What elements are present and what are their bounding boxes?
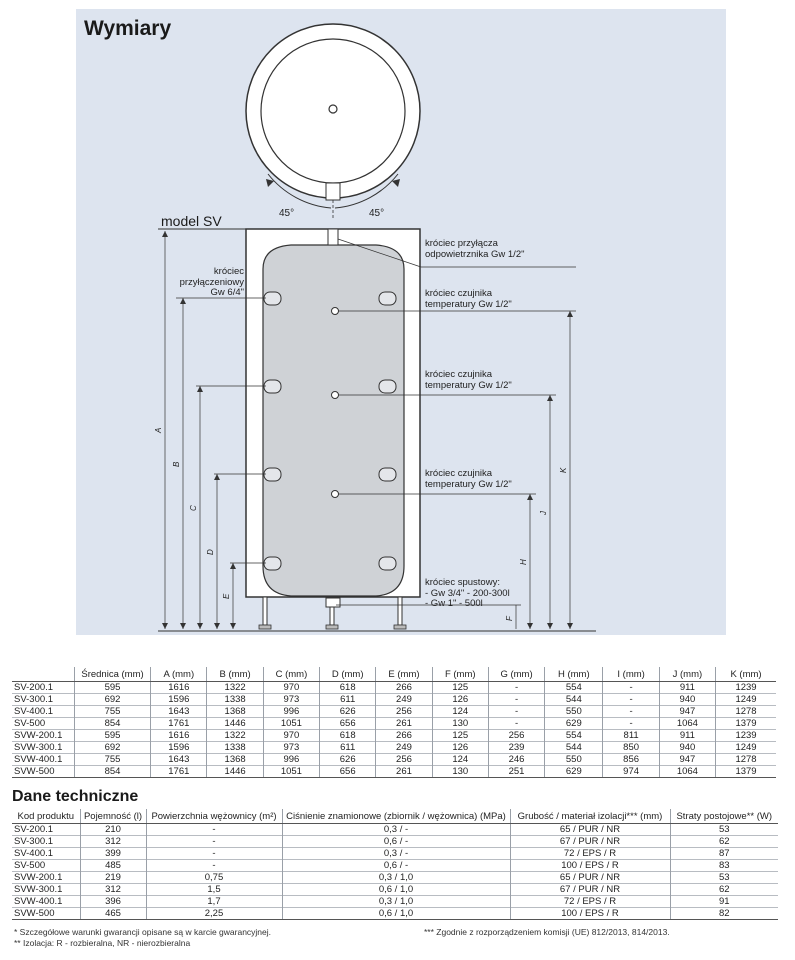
table-cell: 100 / EPS / R [510, 908, 670, 920]
table-cell: 755 [74, 706, 150, 718]
table-cell: 1064 [659, 766, 715, 778]
table-cell: 130 [432, 718, 488, 730]
table-cell: 1761 [151, 718, 207, 730]
table-cell: 1322 [207, 730, 263, 742]
table-cell: 850 [603, 742, 659, 754]
footnote-insulation: ** Izolacja: R - rozbieralna, NR - nierozbieralna [14, 938, 191, 948]
table-cell: 544 [545, 742, 603, 754]
table-cell: 1278 [716, 706, 776, 718]
table-cell: 65 / PUR / NR [510, 872, 670, 884]
top-drain-port [326, 183, 340, 200]
footnote-regulation: *** Zgodnie z rozporządzeniem komisji (UE) 812/2013, 814/2013. [424, 927, 670, 937]
table-cell: 629 [545, 766, 603, 778]
table-cell: 124 [432, 754, 488, 766]
table-cell: 1278 [716, 754, 776, 766]
footnote-warranty: * Szczegółowe warunki gwarancji opisane są w karcie gwarancyjnej. [14, 927, 272, 937]
table-cell: - [488, 694, 544, 706]
table-cell: 1051 [263, 718, 319, 730]
table-row [12, 848, 778, 860]
table-cell: 130 [432, 766, 488, 778]
table-cell: 996 [263, 706, 319, 718]
dim-letter-d: D [206, 549, 215, 555]
table-cell: 249 [376, 742, 432, 754]
table-cell: 618 [320, 730, 376, 742]
table-row [12, 742, 776, 754]
table-cell: SV-400.1 [12, 848, 80, 860]
table-cell: SV-200.1 [12, 682, 74, 694]
table-cell: 0,3 / - [282, 848, 510, 860]
dim-letter-a: A [154, 427, 163, 433]
table-row [12, 718, 776, 730]
table-cell: 911 [659, 682, 715, 694]
table-row [12, 754, 776, 766]
drain-port-label: króciec spustowy: - Gw 3/4" - 200-300l - Gw 1" - 500l [425, 577, 510, 609]
table-cell: 261 [376, 718, 432, 730]
table-cell: 1,7 [146, 896, 282, 908]
table-cell: 62 [670, 884, 778, 896]
table-cell: 1616 [151, 682, 207, 694]
table-cell: 1596 [151, 742, 207, 754]
table-cell: - [603, 706, 659, 718]
table-row [12, 872, 778, 884]
table-cell: 312 [80, 836, 146, 848]
table-cell: 91 [670, 896, 778, 908]
vent-port-label: króciec przyłącza odpowietrznika Gw 1/2" [425, 238, 525, 260]
table-cell: 854 [74, 766, 150, 778]
table-cell: 1761 [151, 766, 207, 778]
table-cell: 1051 [263, 766, 319, 778]
sensor-port-label-3: króciec czujnika temperatury Gw 1/2" [425, 468, 512, 490]
table-cell: 550 [545, 706, 603, 718]
table-cell: 249 [376, 694, 432, 706]
table-cell: SVW-300.1 [12, 742, 74, 754]
diagram-title: Wymiary [84, 17, 172, 40]
dimension-diagram [76, 9, 726, 635]
dim-letter-h: H [519, 559, 528, 565]
table-cell: 595 [74, 682, 150, 694]
table-cell: 465 [80, 908, 146, 920]
table-row [12, 682, 776, 694]
dim-letter-f: F [505, 616, 514, 621]
table-cell: 656 [320, 718, 376, 730]
table-cell: 0,6 / 1,0 [282, 908, 510, 920]
table-cell: 1338 [207, 694, 263, 706]
table-cell: 1249 [716, 694, 776, 706]
table-cell: - [603, 682, 659, 694]
table-cell: 1379 [716, 718, 776, 730]
table-cell: 124 [432, 706, 488, 718]
table-cell: 100 / EPS / R [510, 860, 670, 872]
table-cell: 261 [376, 766, 432, 778]
angle-left-label: 45° [279, 208, 295, 219]
table-row [12, 730, 776, 742]
table-cell: - [146, 836, 282, 848]
table-cell: 854 [74, 718, 150, 730]
table-cell: 65 / PUR / NR [510, 824, 670, 836]
table-cell: 485 [80, 860, 146, 872]
table-cell: - [488, 682, 544, 694]
table-cell: 0,3 / - [282, 824, 510, 836]
table-cell: SVW-200.1 [12, 730, 74, 742]
table-cell: 554 [545, 682, 603, 694]
table-cell: 266 [376, 730, 432, 742]
table-cell: 1446 [207, 718, 263, 730]
table-cell: 947 [659, 754, 715, 766]
table-cell: 266 [376, 682, 432, 694]
table-cell: 126 [432, 694, 488, 706]
table-row [12, 860, 778, 872]
table-row [12, 836, 778, 848]
table-cell: 1064 [659, 718, 715, 730]
table-cell: 396 [80, 896, 146, 908]
table-cell: 62 [670, 836, 778, 848]
tech-header-row: Kod produktu Pojemność (l) Powierzchnia wężownicy (m²) Ciśnienie znamionowe (zbiornik / wężownica) (MPa) Grubość / materiał izolacji*** (mm) Straty postojowe** (W) [12, 809, 778, 824]
table-cell: SV-500 [12, 860, 80, 872]
table-cell: 755 [74, 754, 150, 766]
table-cell: SVW-400.1 [12, 754, 74, 766]
table-cell: 656 [320, 766, 376, 778]
table-cell: 256 [488, 730, 544, 742]
table-cell: 246 [488, 754, 544, 766]
tech-section-title: Dane techniczne [12, 788, 139, 805]
table-cell: 125 [432, 682, 488, 694]
table-cell: - [603, 694, 659, 706]
table-cell: SVW-400.1 [12, 896, 80, 908]
table-cell: 1239 [716, 730, 776, 742]
table-cell: 611 [320, 742, 376, 754]
table-cell: 996 [263, 754, 319, 766]
table-cell: 1368 [207, 706, 263, 718]
table-cell: 210 [80, 824, 146, 836]
table-cell: SVW-500 [12, 908, 80, 920]
top-vent-port [329, 105, 337, 113]
dimensions-table [12, 667, 776, 778]
table-cell: 256 [376, 754, 432, 766]
drain-port [326, 598, 340, 607]
table-cell: SVW-500 [12, 766, 74, 778]
dim-letter-e: E [222, 593, 231, 599]
table-cell: 0,3 / 1,0 [282, 896, 510, 908]
table-cell: 0,75 [146, 872, 282, 884]
sensor-port-label-2: króciec czujnika temperatury Gw 1/2" [425, 369, 512, 391]
table-cell: 1249 [716, 742, 776, 754]
table-cell: 251 [488, 766, 544, 778]
table-cell: SVW-300.1 [12, 884, 80, 896]
table-cell: 1446 [207, 766, 263, 778]
table-cell: - [488, 706, 544, 718]
table-cell: 974 [603, 766, 659, 778]
table-cell: 83 [670, 860, 778, 872]
table-cell: SV-200.1 [12, 824, 80, 836]
table-cell: 554 [545, 730, 603, 742]
table-cell: 0,6 / - [282, 860, 510, 872]
table-cell: 1239 [716, 682, 776, 694]
table-cell: 629 [545, 718, 603, 730]
table-row [12, 884, 778, 896]
table-cell: SV-300.1 [12, 694, 74, 706]
table-cell: 219 [80, 872, 146, 884]
table-cell: 692 [74, 742, 150, 754]
dim-letter-k: K [559, 467, 568, 473]
table-cell: - [146, 860, 282, 872]
tech-table [12, 809, 778, 920]
table-cell: 611 [320, 694, 376, 706]
table-cell: 940 [659, 742, 715, 754]
table-row [12, 824, 778, 836]
dimensions-header-row: Średnica (mm) A (mm) B (mm) C (mm) D (mm) E (mm) F (mm) G (mm) H (mm) I (mm) J (mm) K (mm) [12, 667, 776, 682]
table-cell: 399 [80, 848, 146, 860]
table-cell: 67 / PUR / NR [510, 836, 670, 848]
table-cell: 0,6 / 1,0 [282, 884, 510, 896]
table-cell: 973 [263, 694, 319, 706]
table-cell: 126 [432, 742, 488, 754]
connection-port-label: króciec przyłączeniowy Gw 6/4" [179, 266, 244, 298]
table-cell: 626 [320, 754, 376, 766]
table-cell: 911 [659, 730, 715, 742]
table-cell: 856 [603, 754, 659, 766]
table-cell: 312 [80, 884, 146, 896]
table-cell: 595 [74, 730, 150, 742]
table-cell: 2,25 [146, 908, 282, 920]
table-cell: - [488, 718, 544, 730]
table-cell: 947 [659, 706, 715, 718]
table-row [12, 694, 776, 706]
table-cell: SV-500 [12, 718, 74, 730]
table-cell: 1379 [716, 766, 776, 778]
table-cell: 940 [659, 694, 715, 706]
table-cell: 125 [432, 730, 488, 742]
table-cell: 53 [670, 872, 778, 884]
dim-letter-c: C [189, 505, 198, 511]
dim-letter-j: J [539, 511, 548, 515]
table-cell: 626 [320, 706, 376, 718]
table-cell: 1596 [151, 694, 207, 706]
table-cell: 1643 [151, 754, 207, 766]
angle-right-label: 45° [369, 208, 385, 219]
table-cell: 692 [74, 694, 150, 706]
table-row [12, 766, 776, 778]
table-cell: - [603, 718, 659, 730]
dim-letter-b: B [172, 461, 181, 467]
table-cell: 1616 [151, 730, 207, 742]
table-cell: 970 [263, 730, 319, 742]
table-cell: - [146, 824, 282, 836]
table-cell: 970 [263, 682, 319, 694]
table-row [12, 896, 778, 908]
table-cell: 72 / EPS / R [510, 848, 670, 860]
table-cell: - [146, 848, 282, 860]
model-label: model SV [161, 213, 222, 229]
table-cell: 1,5 [146, 884, 282, 896]
table-cell: 1338 [207, 742, 263, 754]
table-cell: SV-400.1 [12, 706, 74, 718]
table-cell: 1643 [151, 706, 207, 718]
table-cell: 544 [545, 694, 603, 706]
table-row [12, 706, 776, 718]
table-cell: 550 [545, 754, 603, 766]
table-cell: 53 [670, 824, 778, 836]
table-cell: 239 [488, 742, 544, 754]
table-cell: 67 / PUR / NR [510, 884, 670, 896]
table-cell: 618 [320, 682, 376, 694]
table-cell: SV-300.1 [12, 836, 80, 848]
sensor-port-label-1: króciec czujnika temperatury Gw 1/2" [425, 288, 512, 310]
table-cell: 256 [376, 706, 432, 718]
table-cell: SVW-200.1 [12, 872, 80, 884]
table-cell: 0,3 / 1,0 [282, 872, 510, 884]
tank-drawing [76, 9, 726, 635]
table-row [12, 908, 778, 920]
table-cell: 0,6 / - [282, 836, 510, 848]
table-cell: 811 [603, 730, 659, 742]
table-cell: 82 [670, 908, 778, 920]
table-cell: 1322 [207, 682, 263, 694]
table-cell: 973 [263, 742, 319, 754]
table-cell: 1368 [207, 754, 263, 766]
table-cell: 72 / EPS / R [510, 896, 670, 908]
table-cell: 87 [670, 848, 778, 860]
